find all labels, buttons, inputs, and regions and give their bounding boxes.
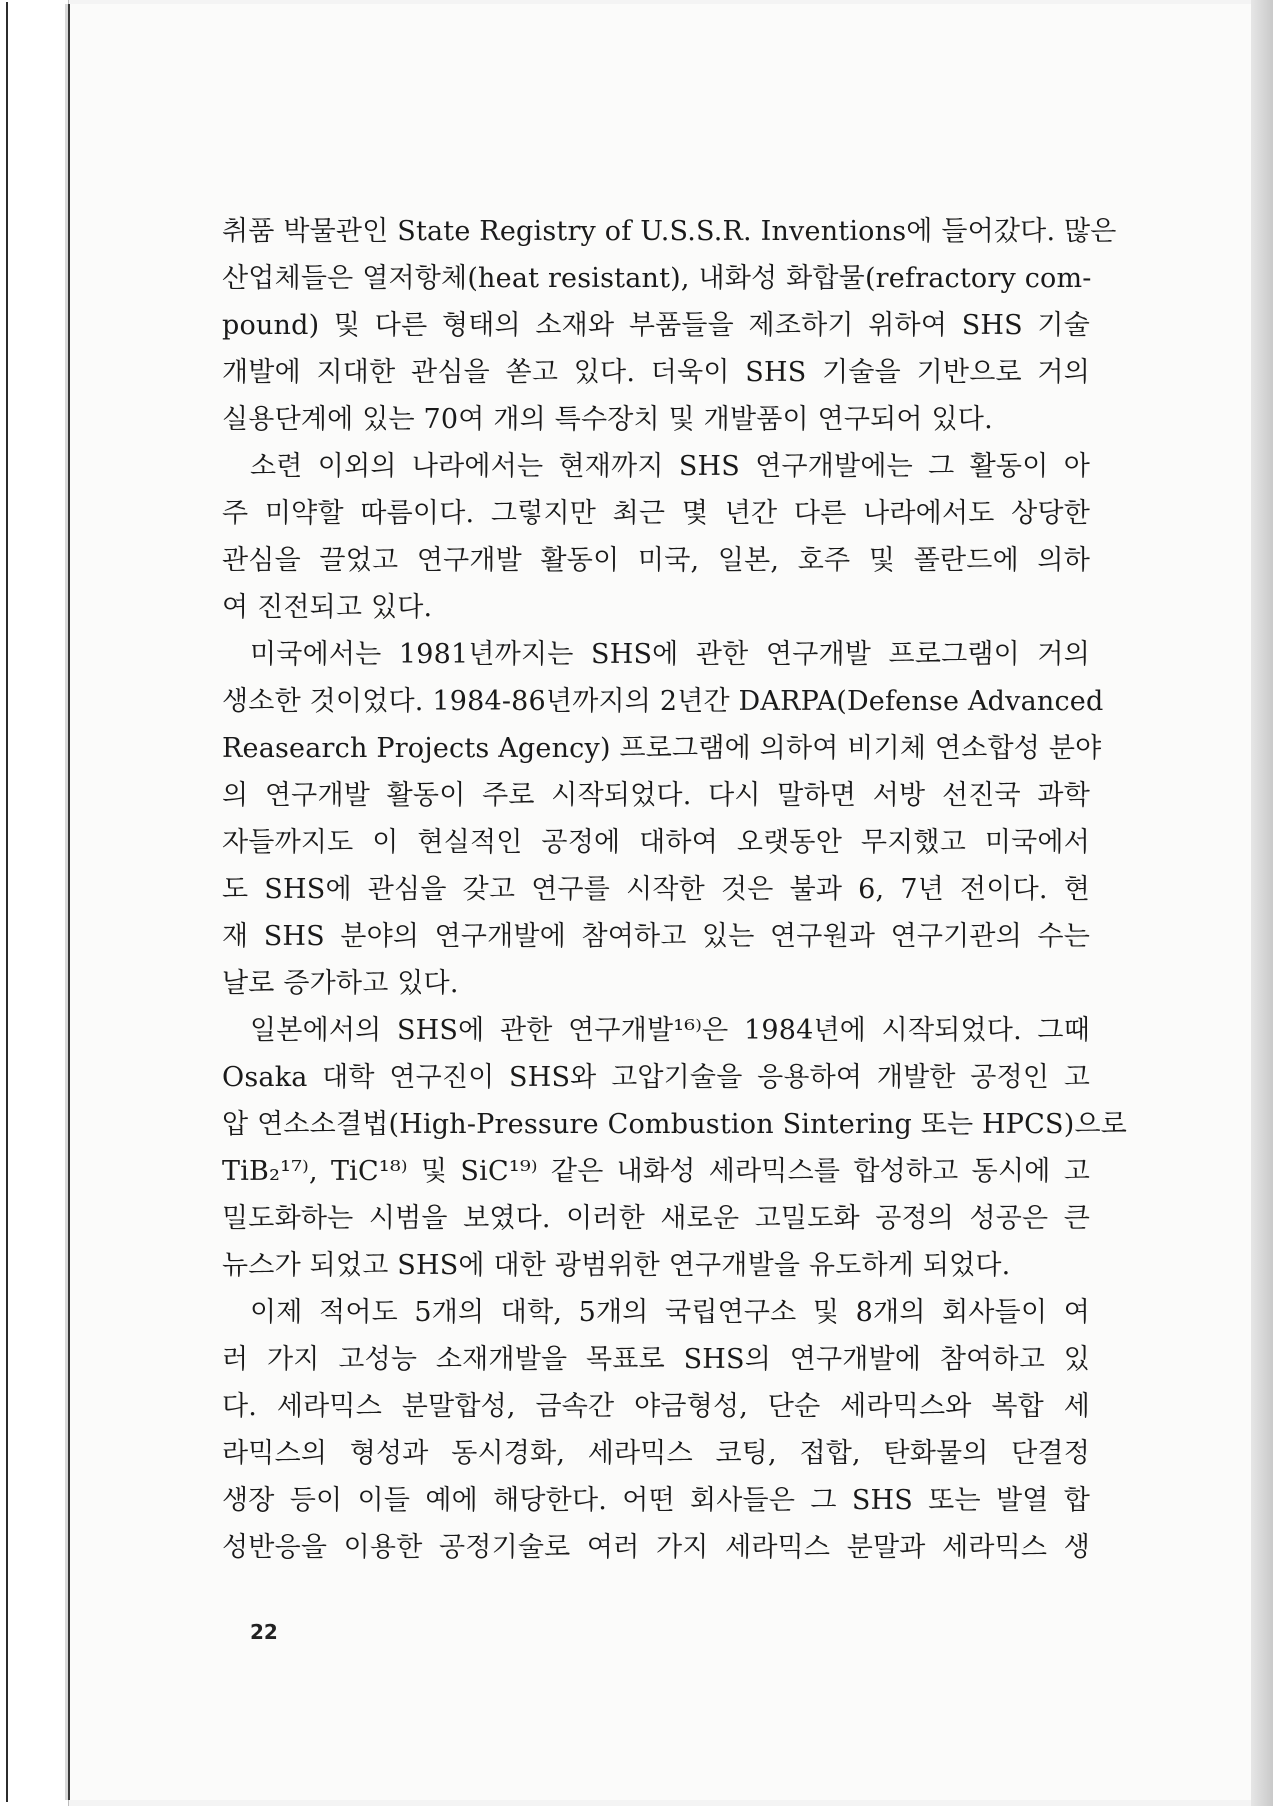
text-line: 실용단계에 있는 70여 개의 특수장치 및 개발품이 연구되어 있다. <box>222 404 993 435</box>
text-line: 압 연소소결법(High-Pressure Combustion Sintering 또는 HPCS)으로 <box>222 1109 1128 1140</box>
text-line: 의 연구개발 활동이 주로 시작되었다. 다시 말하면 서방 선진국 과학 <box>222 780 1090 811</box>
paragraph-3 <box>222 631 1104 1007</box>
text-line: 개발에 지대한 관심을 쏟고 있다. 더욱이 SHS 기술을 기반으로 거의 <box>222 357 1090 388</box>
text-line: 다. 세라믹스 분말합성, 금속간 야금형성, 단순 세라믹스와 복합 세 <box>222 1391 1090 1422</box>
text-line: 재 SHS 분야의 연구개발에 참여하고 있는 연구원과 연구기관의 수는 <box>222 921 1090 952</box>
paragraph-4 <box>222 1007 1128 1289</box>
text-line: 성반응을 이용한 공정기술로 여러 가지 세라믹스 분말과 세라믹스 생 <box>222 1532 1090 1563</box>
text-line: 취품 박물관인 State Registry of U.S.S.R. Inventions에 들어갔다. 많은 <box>222 216 1117 247</box>
binding-edge-line <box>6 2 8 1802</box>
text-line: 생장 등이 이들 예에 해당한다. 어떤 회사들은 그 SHS 또는 발열 합 <box>222 1485 1090 1516</box>
body-text <box>222 208 1128 1571</box>
text-line: Reasearch Projects Agency) 프로그램에 의하여 비기체 연소합성 분야 <box>222 733 1102 764</box>
text-line: pound) 및 다른 형태의 소재와 부품들을 제조하기 위하여 SHS 기술 <box>222 310 1090 341</box>
text-line: 여 진전되고 있다. <box>222 592 433 623</box>
text-line: 소련 이외의 나라에서는 현재까지 SHS 연구개발에는 그 활동이 아 <box>250 451 1090 482</box>
text-line: TiB₂¹⁷⁾, TiC¹⁸⁾ 및 SiC¹⁹⁾ 같은 내화성 세라믹스를 합성하고 동시에 고 <box>222 1156 1090 1187</box>
text-line: 이제 적어도 5개의 대학, 5개의 국립연구소 및 8개의 회사들이 여 <box>250 1297 1090 1328</box>
text-line: 일본에서의 SHS에 관한 연구개발¹⁶⁾은 1984년에 시작되었다. 그때 <box>250 1015 1090 1046</box>
text-line: 날로 증가하고 있다. <box>222 968 459 999</box>
text-line: 생소한 것이었다. 1984-86년까지의 2년간 DARPA(Defense Advanced <box>222 686 1104 717</box>
paragraph-5 <box>222 1289 1090 1571</box>
text-line: 관심을 끌었고 연구개발 활동이 미국, 일본, 호주 및 폴란드에 의하 <box>222 545 1090 576</box>
text-line: 밀도화하는 시범을 보였다. 이러한 새로운 고밀도화 공정의 성공은 큰 <box>222 1203 1090 1234</box>
text-line: 산업체들은 열저항체(heat resistant), 내화성 화합물(refractory com- <box>222 263 1092 294</box>
paragraph-1 <box>222 208 1117 443</box>
text-line: Osaka 대학 연구진이 SHS와 고압기술을 응용하여 개발한 공정인 고 <box>222 1062 1090 1093</box>
text-line: 러 가지 고성능 소재개발을 목표로 SHS의 연구개발에 참여하고 있 <box>222 1344 1090 1375</box>
page-number: 22 <box>250 1620 278 1644</box>
text-line: 자들까지도 이 현실적인 공정에 대하여 오랫동안 무지했고 미국에서 <box>222 827 1090 858</box>
text-line: 미국에서는 1981년까지는 SHS에 관한 연구개발 프로그램이 거의 <box>250 639 1090 670</box>
page-right-shadow <box>1251 0 1273 1806</box>
paragraph-2 <box>222 443 1090 631</box>
text-line: 주 미약할 따름이다. 그렇지만 최근 몇 년간 다른 나라에서도 상당한 <box>222 498 1090 529</box>
binding-edge <box>0 0 69 1806</box>
text-line: 뉴스가 되었고 SHS에 대한 광범위한 연구개발을 유도하게 되었다. <box>222 1250 1011 1281</box>
text-line: 도 SHS에 관심을 갖고 연구를 시작한 것은 불과 6, 7년 전이다. 현 <box>222 874 1090 905</box>
text-line: 라믹스의 형성과 동시경화, 세라믹스 코팅, 접합, 탄화물의 단결정 <box>222 1438 1090 1469</box>
